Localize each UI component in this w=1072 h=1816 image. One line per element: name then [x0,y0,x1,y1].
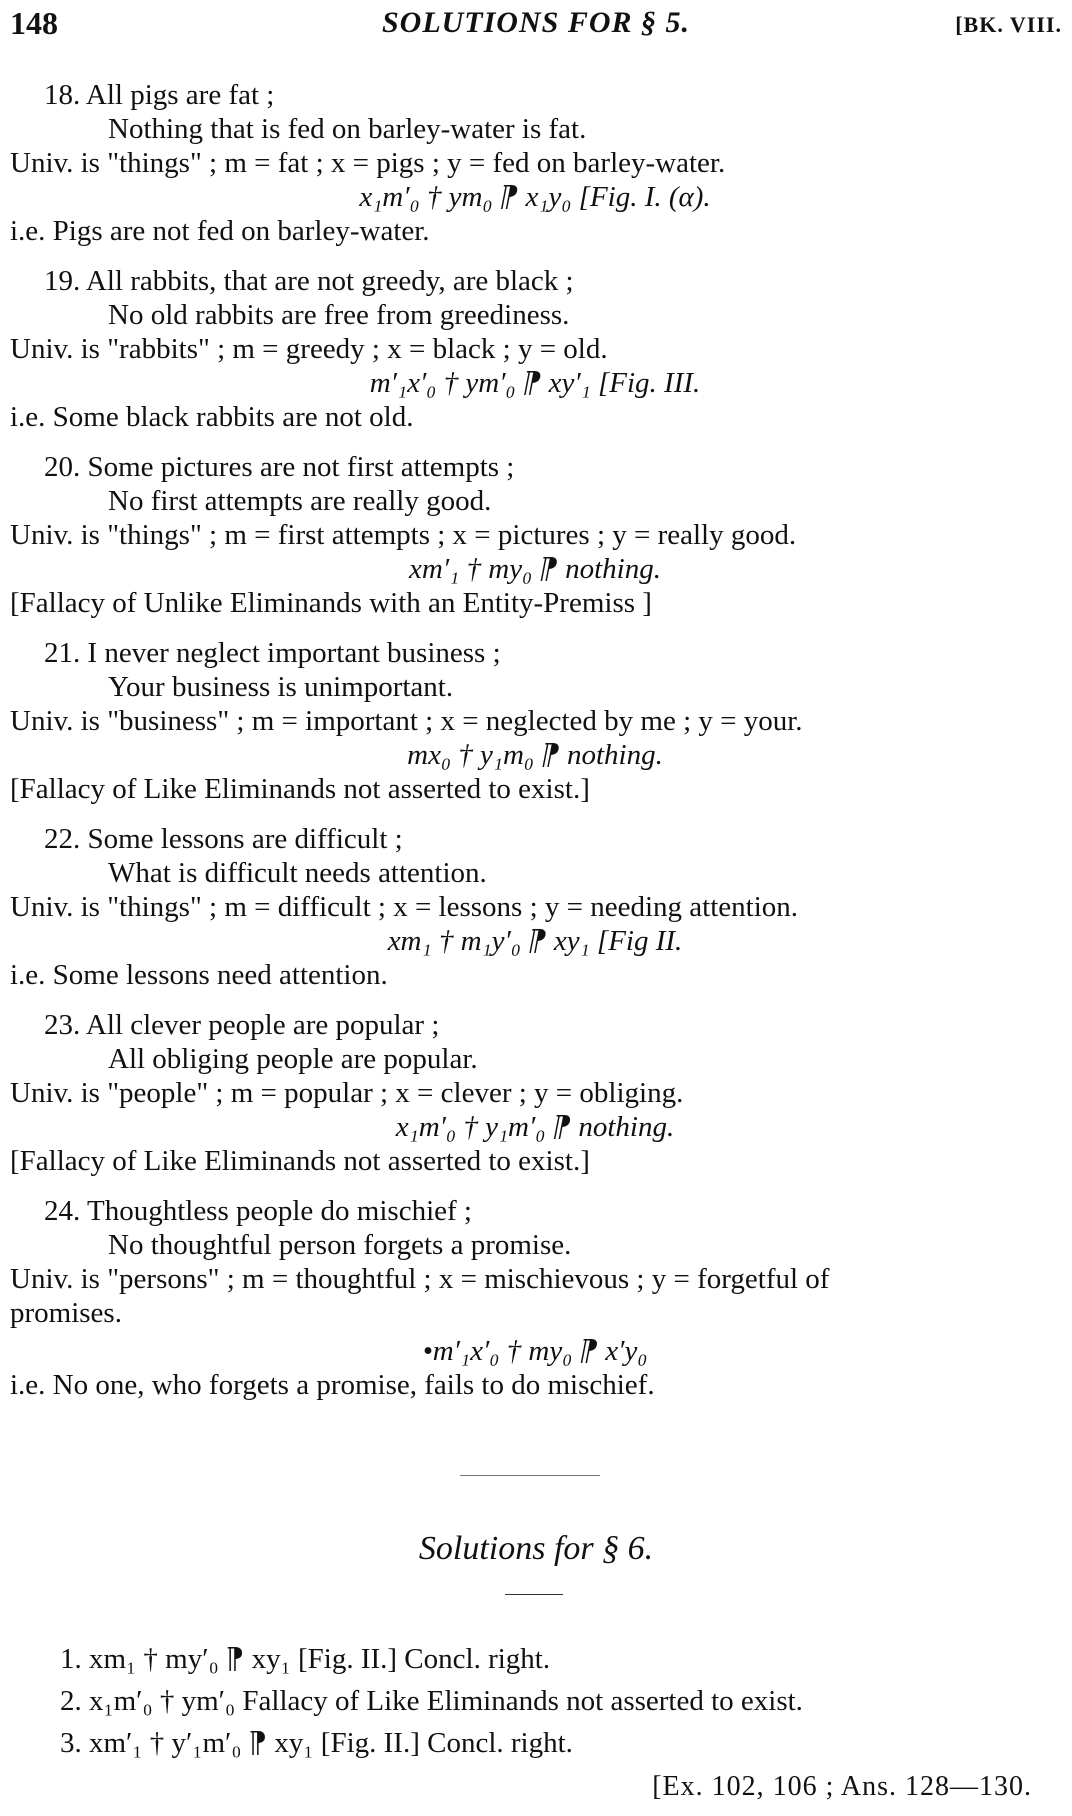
conclusion: i.e. Pigs are not fed on barley-water. [10,215,430,247]
conclusion: i.e. No one, who forgets a promise, fails to do mischief. [10,1369,655,1401]
problem-19 [10,264,1060,434]
fallacy-note: [Fallacy of Unlike Eliminands with an Entity-Premiss ] [10,587,652,619]
problem-18 [10,78,1060,248]
universe-line: Univ. is "things" ; m = difficult ; x = lessons ; y = needing attention. [10,891,799,923]
section6-list [60,1638,803,1764]
solution-1: 1. xm₁ † my′₀ ⁋ xy₁ [Fig. II.] Concl. right. [60,1643,551,1675]
premise-1: 24. Thoughtless people do mischief ; [44,1195,472,1227]
universe-line: Univ. is "people" ; m = popular ; x = clever ; y = obliging. [10,1077,684,1109]
section-separator [460,1475,600,1476]
formula: x₁m′₀ † y₁m′₀ ⁋ nothing. [395,1111,675,1143]
premise-1: 18. All pigs are fat ; [44,79,275,111]
premise-2: Your business is unimportant. [108,671,454,703]
conclusion: i.e. Some lessons need attention. [10,959,388,991]
formula: x₁m′₀ † ym₀ ⁋ x₁y₀ [Fig. I. (α). [359,181,711,213]
book-marker: [BK. VIII. [955,12,1062,37]
premise-1: 23. All clever people are popular ; [44,1009,440,1041]
premise-2: Nothing that is fed on barley-water is fat. [108,113,587,145]
problem-21 [10,636,1060,806]
universe-line: Univ. is "things" ; m = fat ; x = pigs ; y = fed on barley-water. [10,147,726,179]
formula: xm′₁ † my₀ ⁋ nothing. [409,553,661,585]
conclusion: i.e. Some black rabbits are not old. [10,401,414,433]
page-header [10,6,1062,46]
solution-2: 2. x₁m′₀ † ym′₀ Fallacy of Like Eliminands not asserted to exist. [60,1685,803,1717]
universe-line: Univ. is "persons" ; m = thoughtful ; x = mischievous ; y = forgetful of [10,1263,830,1295]
universe-line: Univ. is "things" ; m = first attempts ; x = pictures ; y = really good. [10,519,797,551]
exercise-reference: [Ex. 102, 106 ; Ans. 128—130. [652,1771,1032,1802]
fallacy-note: [Fallacy of Like Eliminands not asserted to exist.] [10,1145,590,1177]
running-title: SOLUTIONS FOR § 5. [381,6,691,39]
formula: mx₀ † y₁m₀ ⁋ nothing. [407,739,663,771]
formula: m′₁x′₀ † ym′₀ ⁋ xy′₁ [Fig. III. [369,367,701,399]
universe-line-continued: promises. [10,1297,122,1329]
problem-23 [10,1008,1060,1178]
universe-line: Univ. is "business" ; m = important ; x = neglected by me ; y = your. [10,705,803,737]
premise-2: No old rabbits are free from greediness. [108,299,570,331]
universe-line: Univ. is "rabbits" ; m = greedy ; x = black ; y = old. [10,333,608,365]
premise-2: All obliging people are popular. [108,1043,478,1075]
premise-1: 19. All rabbits, that are not greedy, are black ; [44,265,574,297]
premise-1: 21. I never neglect important business ; [44,637,501,669]
premise-1: 20. Some pictures are not first attempts ; [44,451,515,483]
premise-2: No first attempts are really good. [108,485,492,517]
section-title: Solutions for § 6. [418,1530,654,1567]
fallacy-note: [Fallacy of Like Eliminands not asserted to exist.] [10,773,590,805]
premise-1: 22. Some lessons are difficult ; [44,823,403,855]
solution-3: 3. xm′₁ † y′₁m′₀ ⁋ xy₁ [Fig. II.] Concl. right. [60,1727,573,1759]
problem-24 [10,1194,1060,1402]
premise-2: No thoughtful person forgets a promise. [108,1229,572,1261]
problem-22 [10,822,1060,992]
formula: •m′₁x′₀ † my₀ ⁋ x′y₀ [422,1335,648,1367]
problem-20 [10,450,1060,620]
title-rule [505,1594,563,1595]
formula: xm₁ † m₁y′₀ ⁋ xy₁ [Fig II. [387,925,683,957]
page-number: 148 [10,5,58,41]
premise-2: What is difficult needs attention. [108,857,487,889]
